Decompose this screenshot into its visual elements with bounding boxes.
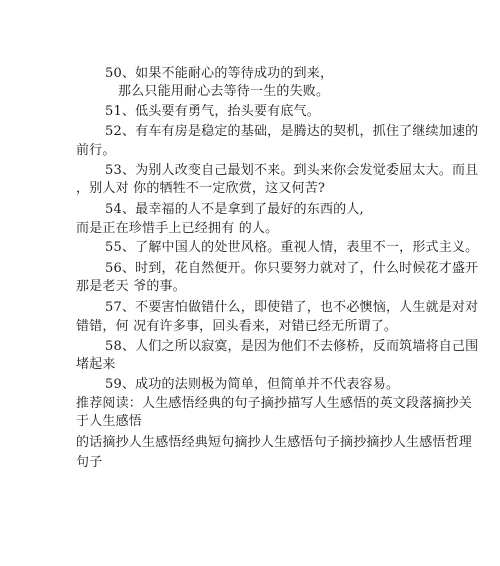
text-line: 50、如果不能耐心的等待成功的到来，: [105, 66, 334, 81]
text-line: 53、为别人改变自己最划不来。到头来你会发觉委屈太大。而且: [105, 163, 479, 178]
text-line: 55、了解中国人的处世风格。重视人情，表里不一，形式主义。: [105, 240, 479, 255]
text-line: 错错，何 况有许多事，回头看来，对错已经无所谓了。: [76, 319, 398, 334]
text-line: 推荐阅读：人生感悟经典的句子摘抄描写人生感悟的英文段落摘抄关: [76, 396, 473, 411]
text-line: 59、成功的法则极为简单，但简单并不代表容易。: [105, 377, 400, 392]
text-line: 而是正在珍惜手上已经拥有 的人。: [76, 221, 279, 236]
text-line: 前行。: [76, 143, 116, 158]
text-line: 52、有车有房是稳定的基础，是腾达的契机，抓住了继续加速的: [105, 124, 479, 139]
text-line: 句子: [76, 455, 103, 470]
text-line: 堵起来: [76, 357, 116, 372]
text-line: 那么只能用耐心去等待一生的失败。: [118, 84, 330, 99]
text-line: 57、不要害怕做错什么，即使错了，也不必懊恼，人生就是对对: [105, 300, 479, 315]
text-line: 那是老天 爷的事。: [76, 279, 186, 294]
text-line: ，别人对 你的牺牲不一定欣赏，这又何苦?: [76, 181, 326, 196]
text-line: 51、低头要有勇气，抬头要有底气。: [105, 104, 320, 119]
text-line: 56、时到，花自然便开。你只要努力就对了，什么时候花才盛开: [105, 261, 479, 276]
text-line: 的话摘抄人生感悟经典短句摘抄人生感悟句子摘抄摘抄人生感悟哲理: [76, 435, 473, 450]
text-line: 58、人们之所以寂寞，是因为他们不去修桥，反而筑墙将自己围: [105, 339, 479, 354]
text-line: 54、最幸福的人不是拿到了最好的东西的人,: [105, 202, 364, 217]
text-line: 于人生感悟: [76, 414, 143, 429]
